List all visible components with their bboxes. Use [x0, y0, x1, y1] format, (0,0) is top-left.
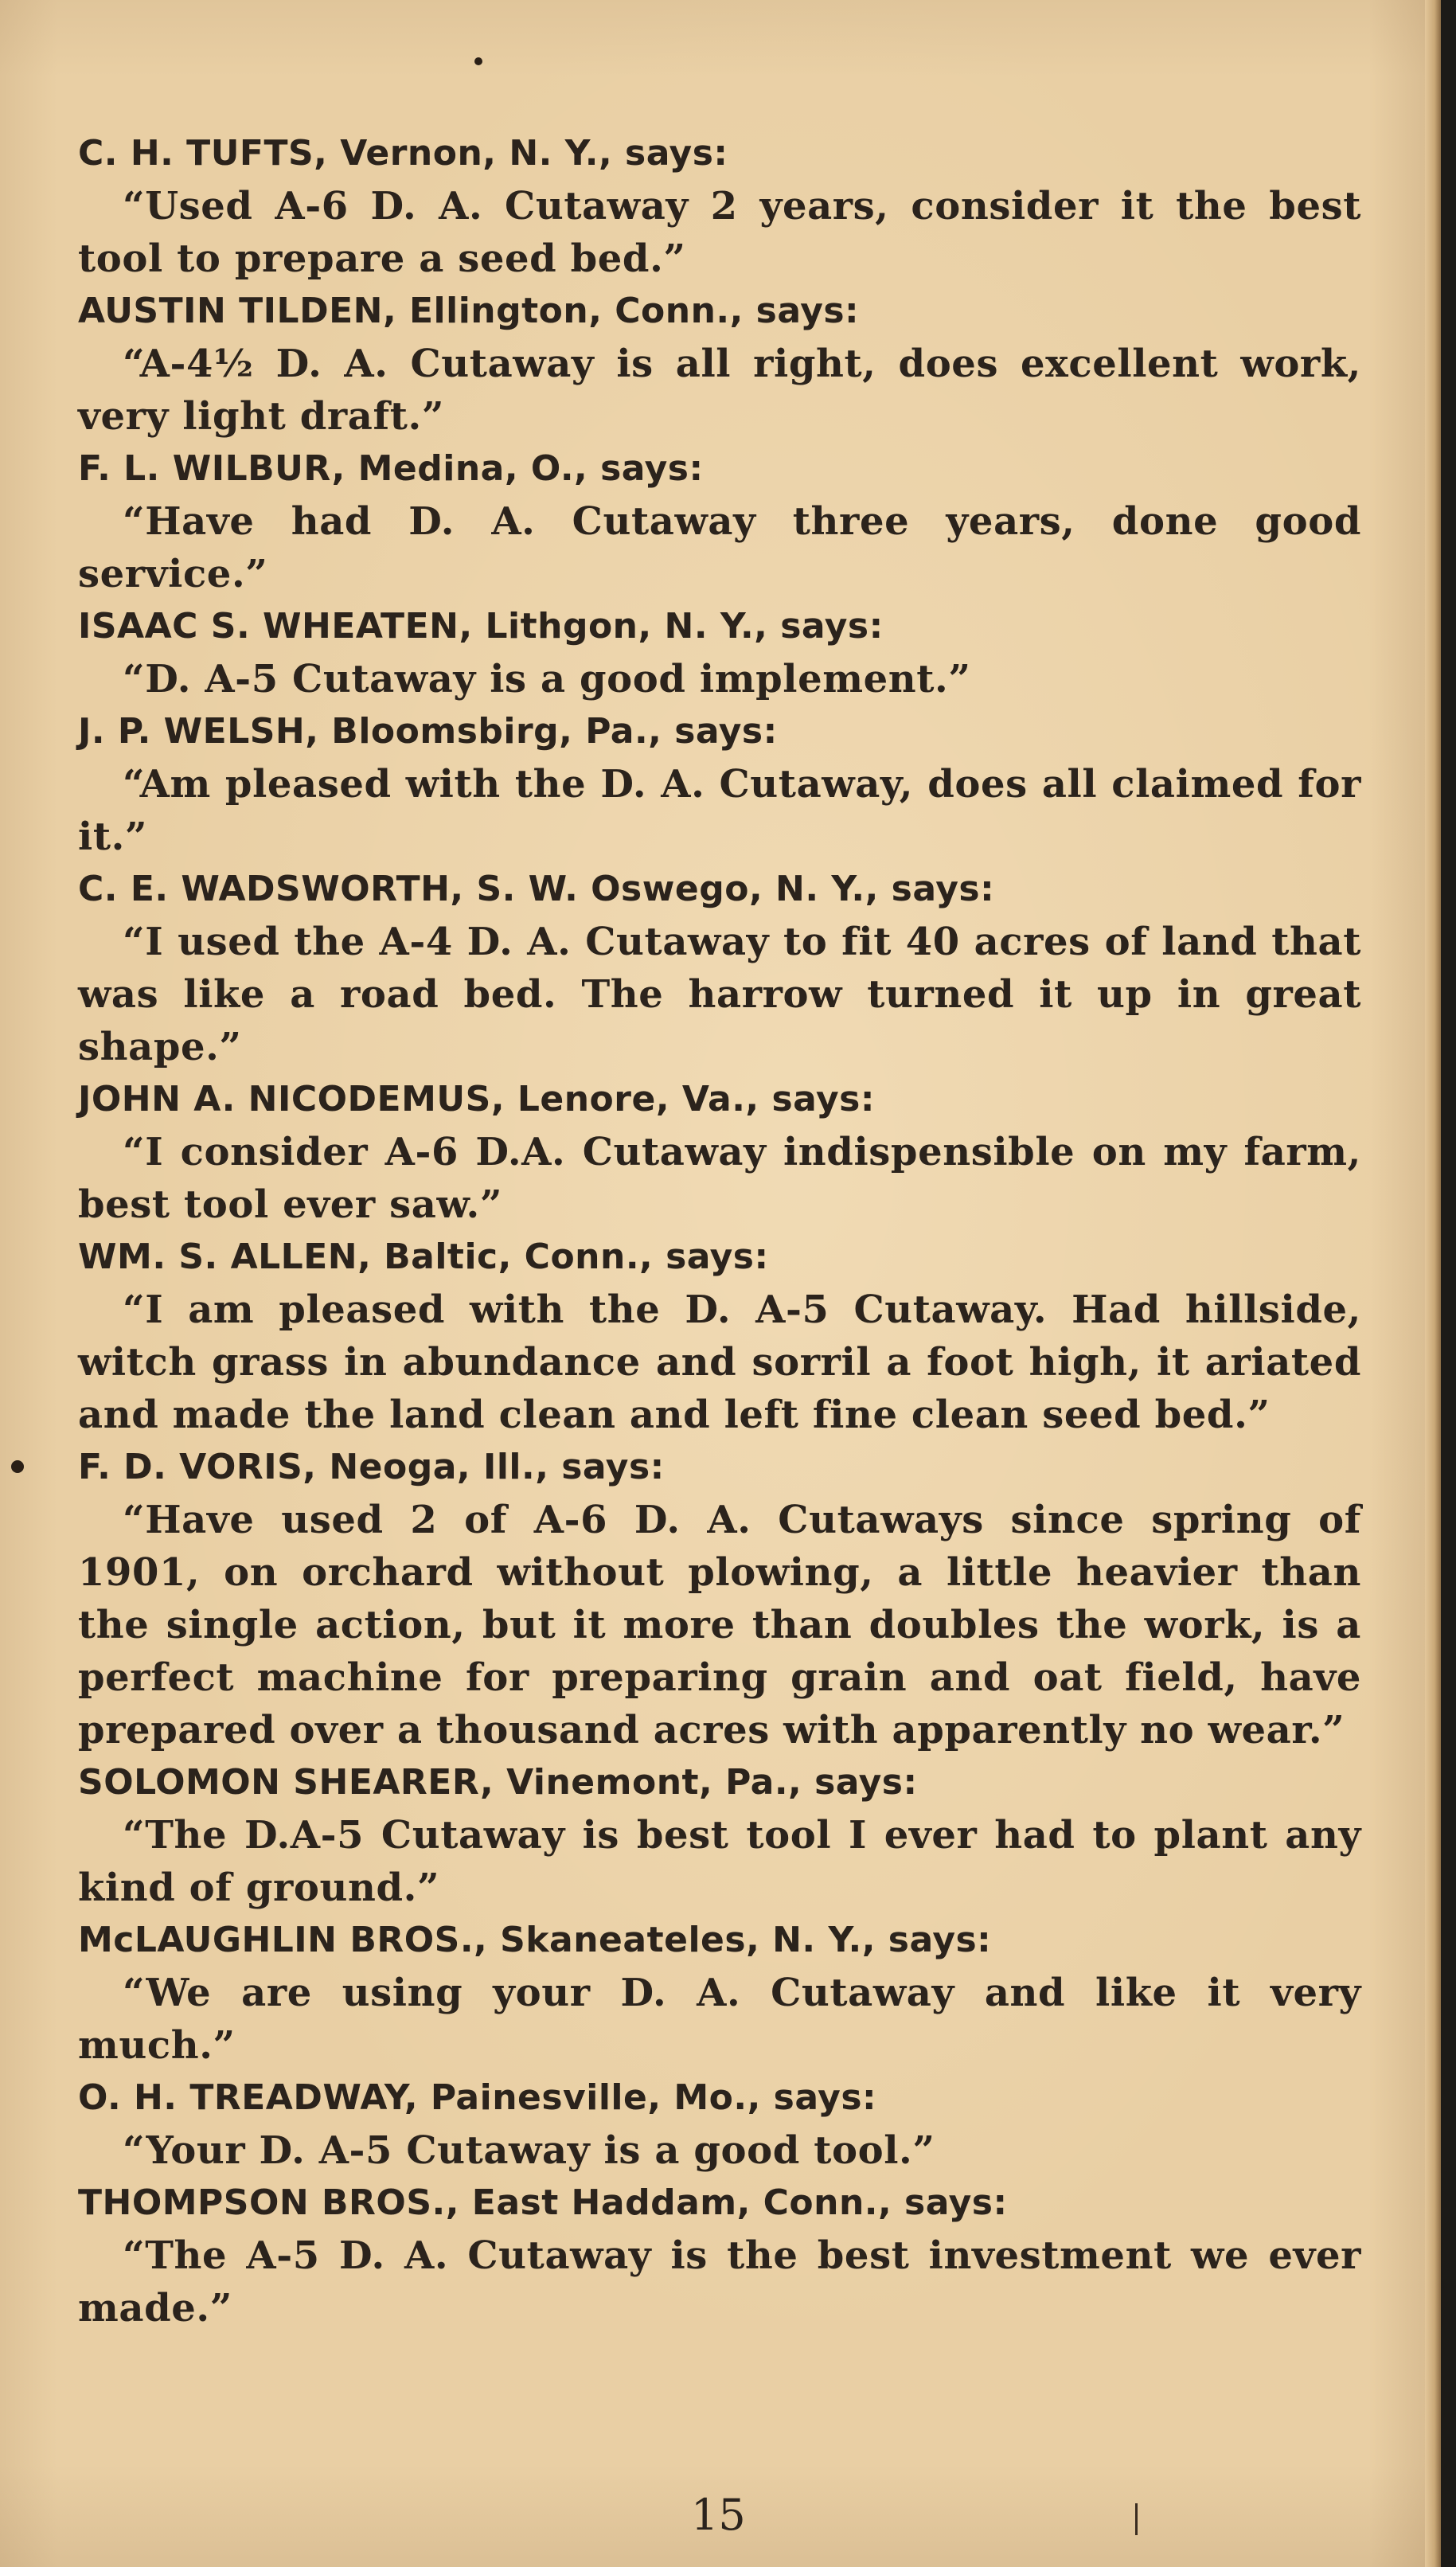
testimonial-quote: “Have used 2 of A-6 D. A. Cutaways since spring of 1901, on orchard without plowing, a little heavier than the single action, but it more than doubles the work, is a perfect machine for preparing grain and oat field, have prepared over a thousand acres with apparently no wear.” — [78, 1498, 1361, 1752]
testimonial — [78, 2177, 1361, 2335]
testimonial-attribution: ISAAC S. WHEATEN, Lithgon, N. Y., says: — [78, 606, 884, 647]
testimonial-quote: “I used the A-4 D. A. Cutaway to fit 40 acres of land that was like a road bed. The harrow turned it up in great shape.” — [78, 920, 1361, 1069]
testimonial-attribution: AUSTIN TILDEN, Ellington, Conn., says: — [78, 291, 860, 331]
page-edge — [1425, 0, 1441, 2567]
testimonial-attribution: McLAUGHLIN BROS., Skaneateles, N. Y., says: — [78, 1920, 992, 1960]
testimonials-list — [78, 127, 1361, 2335]
testimonial — [78, 705, 1361, 863]
testimonial-quote: “D. A-5 Cutaway is a good implement.” — [123, 657, 971, 701]
testimonial — [78, 2072, 1361, 2177]
testimonial-attribution: C. E. WADSWORTH, S. W. Oswego, N. Y., says: — [78, 869, 995, 909]
testimonial-quote: “I am pleased with the D. A-5 Cutaway. Had hillside, witch grass in abundance and sorril a foot high, it ariated and made the land clean and left fine clean seed bed.” — [78, 1287, 1361, 1437]
testimonial — [78, 285, 1361, 443]
testimonial-attribution: O. H. TREADWAY, Painesville, Mo., says: — [78, 2077, 877, 2118]
testimonial-quote: “I consider A-6 D.A. Cutaway indispensible on my farm, best tool ever saw.” — [78, 1130, 1361, 1227]
testimonial-attribution: C. H. TUFTS, Vernon, N. Y., says: — [78, 133, 728, 174]
testimonial-quote: “Have had D. A. Cutaway three years, done good service.” — [78, 499, 1361, 596]
testimonial-quote: “The D.A-5 Cutaway is best tool I ever had to plant any kind of ground.” — [78, 1813, 1361, 1910]
testimonial — [78, 1914, 1361, 2072]
testimonial-quote: “Am pleased with the D. A. Cutaway, does all claimed for it.” — [78, 762, 1361, 859]
testimonial — [78, 600, 1361, 705]
testimonial-attribution: F. D. VORIS, Neoga, Ill., says: — [78, 1447, 665, 1487]
testimonial — [78, 1073, 1361, 1231]
testimonial-attribution: WM. S. ALLEN, Baltic, Conn., says: — [78, 1237, 769, 1277]
page-number: 15 — [691, 2490, 746, 2540]
testimonial — [78, 1231, 1361, 1441]
testimonial — [78, 127, 1361, 285]
testimonial-quote: “A-4½ D. A. Cutaway is all right, does excellent work, very light draft.” — [78, 342, 1361, 439]
testimonial-quote: “The A-5 D. A. Cutaway is the best investment we ever made.” — [78, 2233, 1361, 2331]
testimonial-attribution: F. L. WILBUR, Medina, O., says: — [78, 448, 704, 489]
testimonial-attribution: THOMPSON BROS., East Haddam, Conn., says: — [78, 2182, 1008, 2223]
print-mark — [1135, 2503, 1138, 2535]
testimonial-attribution: SOLOMON SHEARER, Vinemont, Pa., says: — [78, 1762, 918, 1803]
testimonial-quote: “We are using your D. A. Cutaway and like it very much.” — [78, 1971, 1361, 2068]
ink-spot — [11, 1460, 24, 1473]
testimonial — [78, 443, 1361, 600]
testimonial — [78, 1756, 1361, 1914]
testimonial-attribution: JOHN A. NICODEMUS, Lenore, Va., says: — [78, 1079, 875, 1119]
testimonial — [78, 863, 1361, 1073]
ink-spot — [474, 57, 482, 65]
testimonial-quote: “Your D. A-5 Cutaway is a good tool.” — [123, 2128, 935, 2173]
testimonial-attribution: J. P. WELSH, Bloomsbirg, Pa., says: — [78, 711, 778, 752]
testimonial-quote: “Used A-6 D. A. Cutaway 2 years, consider it the best tool to prepare a seed bed.” — [78, 184, 1361, 281]
testimonial — [78, 1441, 1361, 1756]
